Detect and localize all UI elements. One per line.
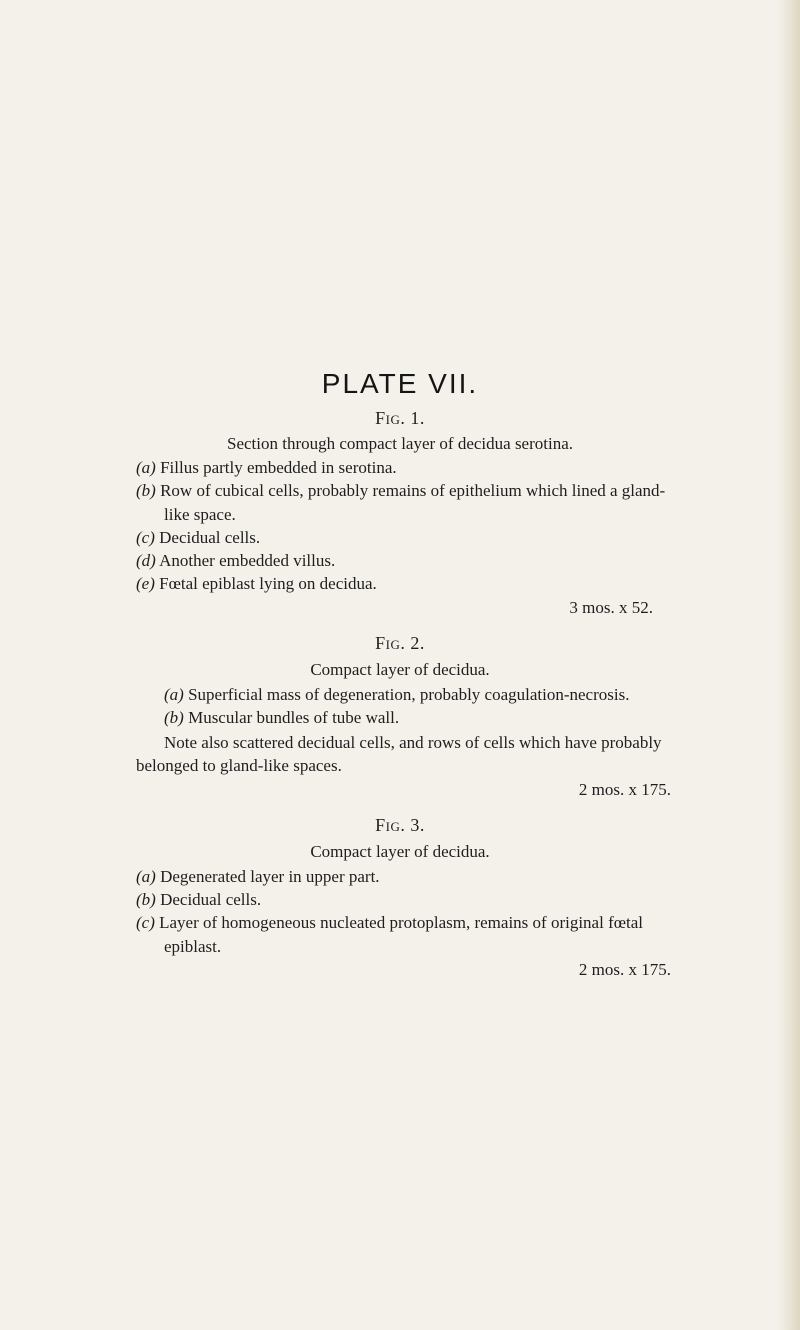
fig2-item-a bbox=[164, 685, 629, 705]
fig3-item-a-letter: (a) bbox=[136, 867, 156, 886]
fig3-magnification: 2 mos. x 175. bbox=[578, 960, 671, 979]
fig1-title: Fig. 1. bbox=[375, 408, 425, 428]
fig3-item-c-continued: epiblast. bbox=[164, 937, 222, 956]
fig2-subtitle: Compact layer of decidua. bbox=[310, 660, 490, 679]
fig3-item-b-letter: (b) bbox=[136, 890, 156, 909]
fig3-item-a-text: Degenerated layer in upper part. bbox=[160, 867, 380, 886]
fig1-item-e bbox=[136, 574, 377, 594]
fig2-title: Fig. 2. bbox=[375, 633, 425, 653]
fig2-item-a-letter: (a) bbox=[164, 685, 184, 704]
fig3-subtitle: Compact layer of decidua. bbox=[310, 842, 490, 861]
fig1-item-c-text: Decidual cells. bbox=[159, 528, 261, 547]
fig1-item-d-text: Another embedded villus. bbox=[159, 551, 336, 570]
fig1-magnification: 3 mos. x 52. bbox=[569, 598, 653, 617]
fig1-item-b-letter: (b) bbox=[136, 481, 156, 500]
fig1-item-e-text: Fœtal epiblast lying on decidua. bbox=[159, 574, 377, 593]
fig1-item-d bbox=[136, 551, 335, 571]
fig3-item-b-text: Decidual cells. bbox=[160, 890, 262, 909]
fig2-note-line2: belonged to gland-like spaces. bbox=[136, 756, 342, 775]
fig2-note-line1: Note also scattered decidual cells, and rows of cells which have probably bbox=[164, 733, 662, 752]
fig1-item-a bbox=[136, 458, 397, 478]
fig3-title: Fig. 3. bbox=[375, 815, 425, 835]
fig3-item-b bbox=[136, 890, 261, 910]
fig2-item-b bbox=[164, 708, 399, 728]
fig1-item-b bbox=[136, 481, 665, 501]
fig1-item-a-letter: (a) bbox=[136, 458, 156, 477]
fig1-subtitle: Section through compact layer of decidua serotina. bbox=[226, 434, 574, 453]
fig2-item-a-text: Superficial mass of degeneration, probably coagulation-necrosis. bbox=[188, 685, 630, 704]
fig3-item-a bbox=[136, 867, 380, 887]
fig1-item-b-text: Row of cubical cells, probably remains of epithelium which lined a gland- bbox=[160, 481, 666, 500]
fig2-magnification: 2 mos. x 175. bbox=[578, 780, 671, 799]
fig1-item-d-letter: (d) bbox=[136, 551, 156, 570]
fig1-item-e-letter: (e) bbox=[136, 574, 155, 593]
fig1-item-b-continued: like space. bbox=[164, 505, 236, 524]
fig1-item-c-letter: (c) bbox=[136, 528, 155, 547]
fig1-item-a-text: Fillus partly embedded in serotina. bbox=[160, 458, 397, 477]
fig3-item-c bbox=[136, 913, 643, 933]
fig2-item-b-letter: (b) bbox=[164, 708, 184, 727]
fig3-item-c-text: Layer of homogeneous nucleated protoplasm, remains of original fœtal bbox=[159, 913, 644, 932]
fig3-item-c-letter: (c) bbox=[136, 913, 155, 932]
fig1-item-c bbox=[136, 528, 260, 548]
fig2-item-b-text: Muscular bundles of tube wall. bbox=[188, 708, 400, 727]
plate-title: PLATE VII. bbox=[321, 368, 479, 399]
